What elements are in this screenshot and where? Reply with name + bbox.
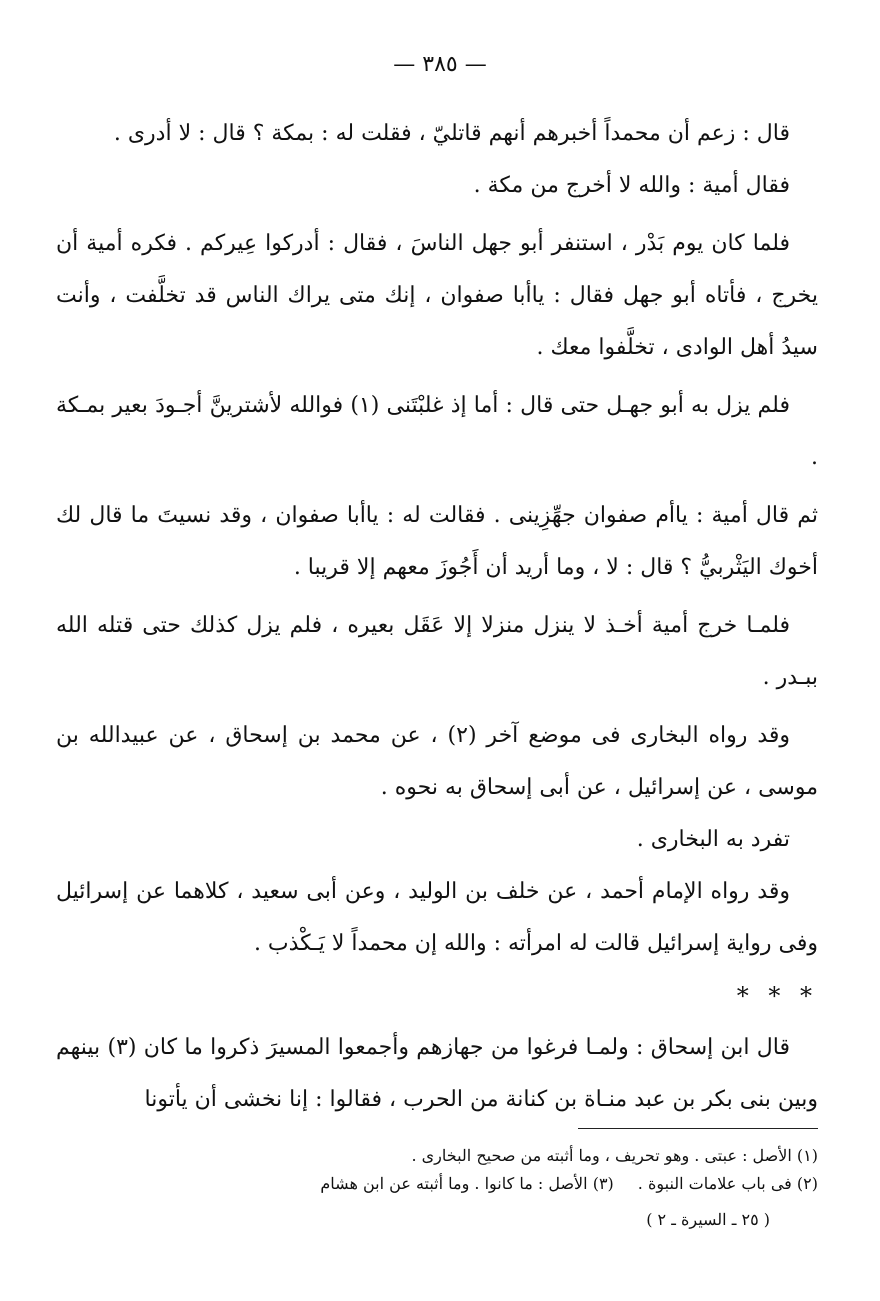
footnote-divider [578,1128,818,1129]
page-number: — ٣٨٥ — [393,52,487,77]
section-separator: * * * [736,982,818,1010]
paragraph-5: ثم قال أمية : ياأم صفوان جهِّزِينى . فقالت له : ياأبا صفوان ، وقد نسيتَ ما قال لك أخوك اليَثْربيُّ ؟ قال : لا ، وما أريد أن أَجُوزَ معهم إلا قريبا . [56,503,818,580]
paragraph-6: فلمـا خرج أمية أخـذ لا ينزل منزلا إلا عَقَل بعيره ، فلم يزل كذلك حتى قتله الله ببـدر . [56,613,818,690]
paragraph-1: قال : زعم أن محمداً أخبرهم أنهم قاتليّ ، فقلت له : بمكة ؟ قال : لا أدرى . [113,121,790,146]
paragraph-7: وقد رواه البخارى فى موضع آخر (٢) ، عن محمد بن إسحاق ، عن عبيدالله بن موسى ، عن إسرائيل ، عن أبى إسحاق به نحوه . [56,723,818,800]
paragraph-4: فلم يزل به أبو جهـل حتى قال : أما إذ غلبْتَنى (١) فوالله لأشترينَّ أجـودَ بعير بمـكة . [56,393,818,470]
footnote-2: (٢) فى باب علامات النبوة . [637,1174,818,1193]
footnote-1: (١) الأصل : عبتى . وهو تحريف ، وما أثبته من صحيح البخارى . [411,1146,818,1165]
paragraph-2: فقال أمية : والله لا أخرج من مكة . [473,173,790,198]
main-text [56,108,818,1126]
paragraph-8: تفرد به البخارى . [636,827,790,852]
paragraph-9: وقد رواه الإمام أحمد ، عن خلف بن الوليد ، وعن أبى سعيد ، كلاهما عن إسرائيل وفى رواية إسرائيل قالت له امرأته : والله إن محمداً لا يَـكْذب . [56,879,818,956]
footnotes [56,1142,818,1198]
footnote-line-2 [56,1170,818,1198]
footnote-3: (٣) الأصل : ما كانوا . وما أثبته عن ابن هشام [320,1174,614,1193]
paragraph-10: قال ابن إسحاق : ولمـا فرغوا من جهازهم وأجمعوا المسيرَ ذكروا ما كان (٣) بينهم وبين بنى بكر بن عبد منـاة بن كنانة من الحرب ، فقالوا : إنا نخشى أن يأتونا [56,1035,818,1112]
paragraph-3: فلما كان يوم بَدْر ، استنفر أبو جهل الناسَ ، فقال : أدركوا عِيركم . فكره أمية أن يخرج ، فأتاه أبو جهل فقال : ياأبا صفوان ، إنك متى يراك الناس قد تخلَّفت ، وأنت سيدُ أهل الوادى ، تخلَّفوا معك . [56,231,818,360]
signature-mark: ( ٢٥ ـ السيرة ـ ٢ ) [646,1210,770,1229]
